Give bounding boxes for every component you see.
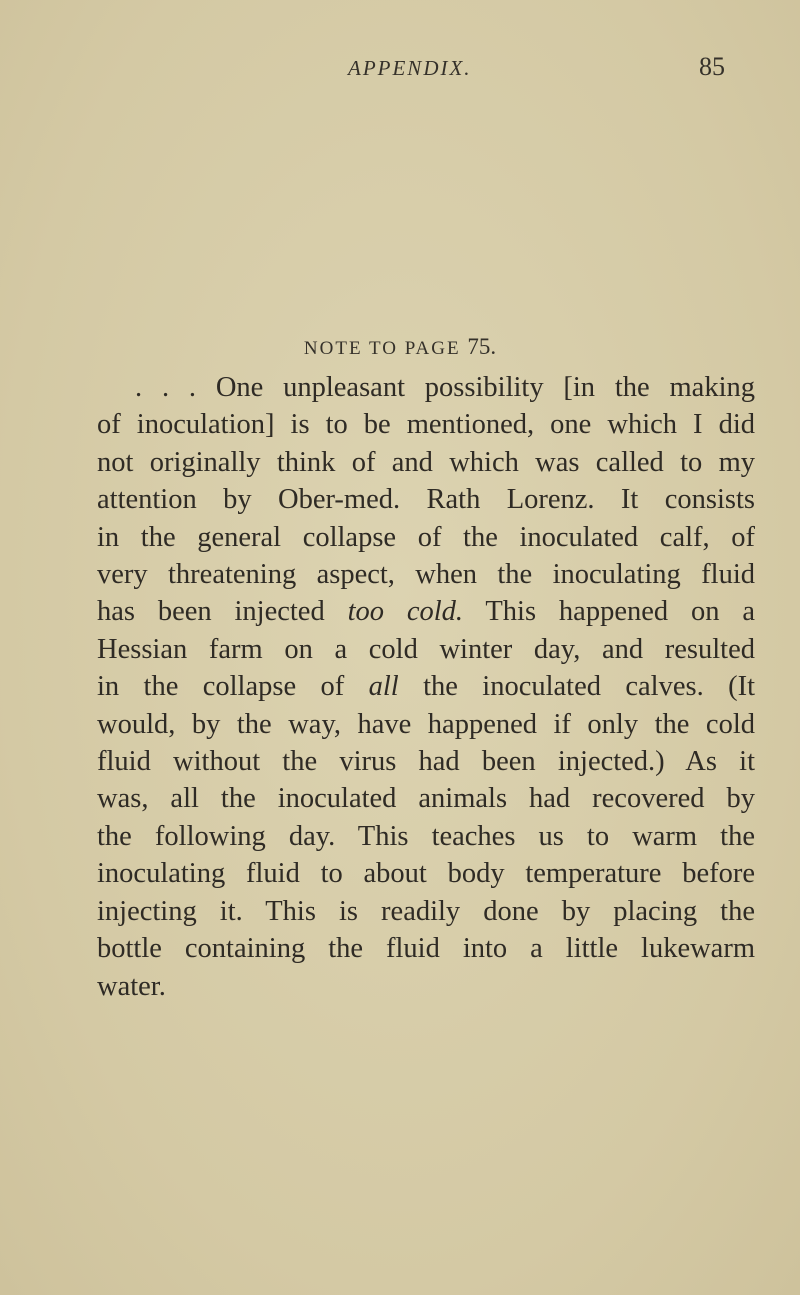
text-line: would, by the way, have happened if only the cold [97, 708, 755, 740]
emphasis-text: too cold. [347, 596, 464, 628]
text-line: in the general collapse of the inoculated calf, of [97, 521, 755, 553]
text-line: the following day. This teaches us to warm the [97, 820, 755, 852]
text-line: very threatening aspect, when the inoculating fluid [97, 559, 755, 591]
note-heading [0, 334, 800, 360]
text-line: injecting it. This is readily done by placing the [97, 895, 755, 927]
note-body [97, 369, 755, 1005]
running-head [0, 52, 800, 92]
text-line: has been injected too cold. This happened on a [97, 596, 755, 628]
running-title: APPENDIX. [348, 56, 472, 80]
text-line: in the collapse of all the inoculated calves. (It [97, 671, 755, 703]
text-line: of inoculation] is to be mentioned, one which I did [97, 409, 755, 441]
text-line: inoculating fluid to about body temperature before [97, 858, 755, 890]
text-line: bottle containing the fluid into a little lukewarm [97, 933, 755, 965]
text-line: attention by Ober-med. Rath Lorenz. It consists [97, 484, 755, 516]
text-line: was, all the inoculated animals had recovered by [97, 783, 755, 815]
text-line: Hessian farm on a cold winter day, and resulted [97, 633, 755, 665]
emphasis-text: all [368, 671, 399, 703]
note-heading-text: NOTE TO PAGE [303, 338, 461, 359]
text-line: not originally think of and which was called to my [97, 446, 755, 478]
text-line: water. [97, 970, 166, 1002]
page-number: 85 [699, 52, 725, 81]
note-heading-page-ref: 75. [467, 334, 497, 359]
text-line: fluid without the virus had been injected.) As it [97, 746, 755, 778]
text-line: . . . One unpleasant possibility [in the making [135, 372, 755, 403]
